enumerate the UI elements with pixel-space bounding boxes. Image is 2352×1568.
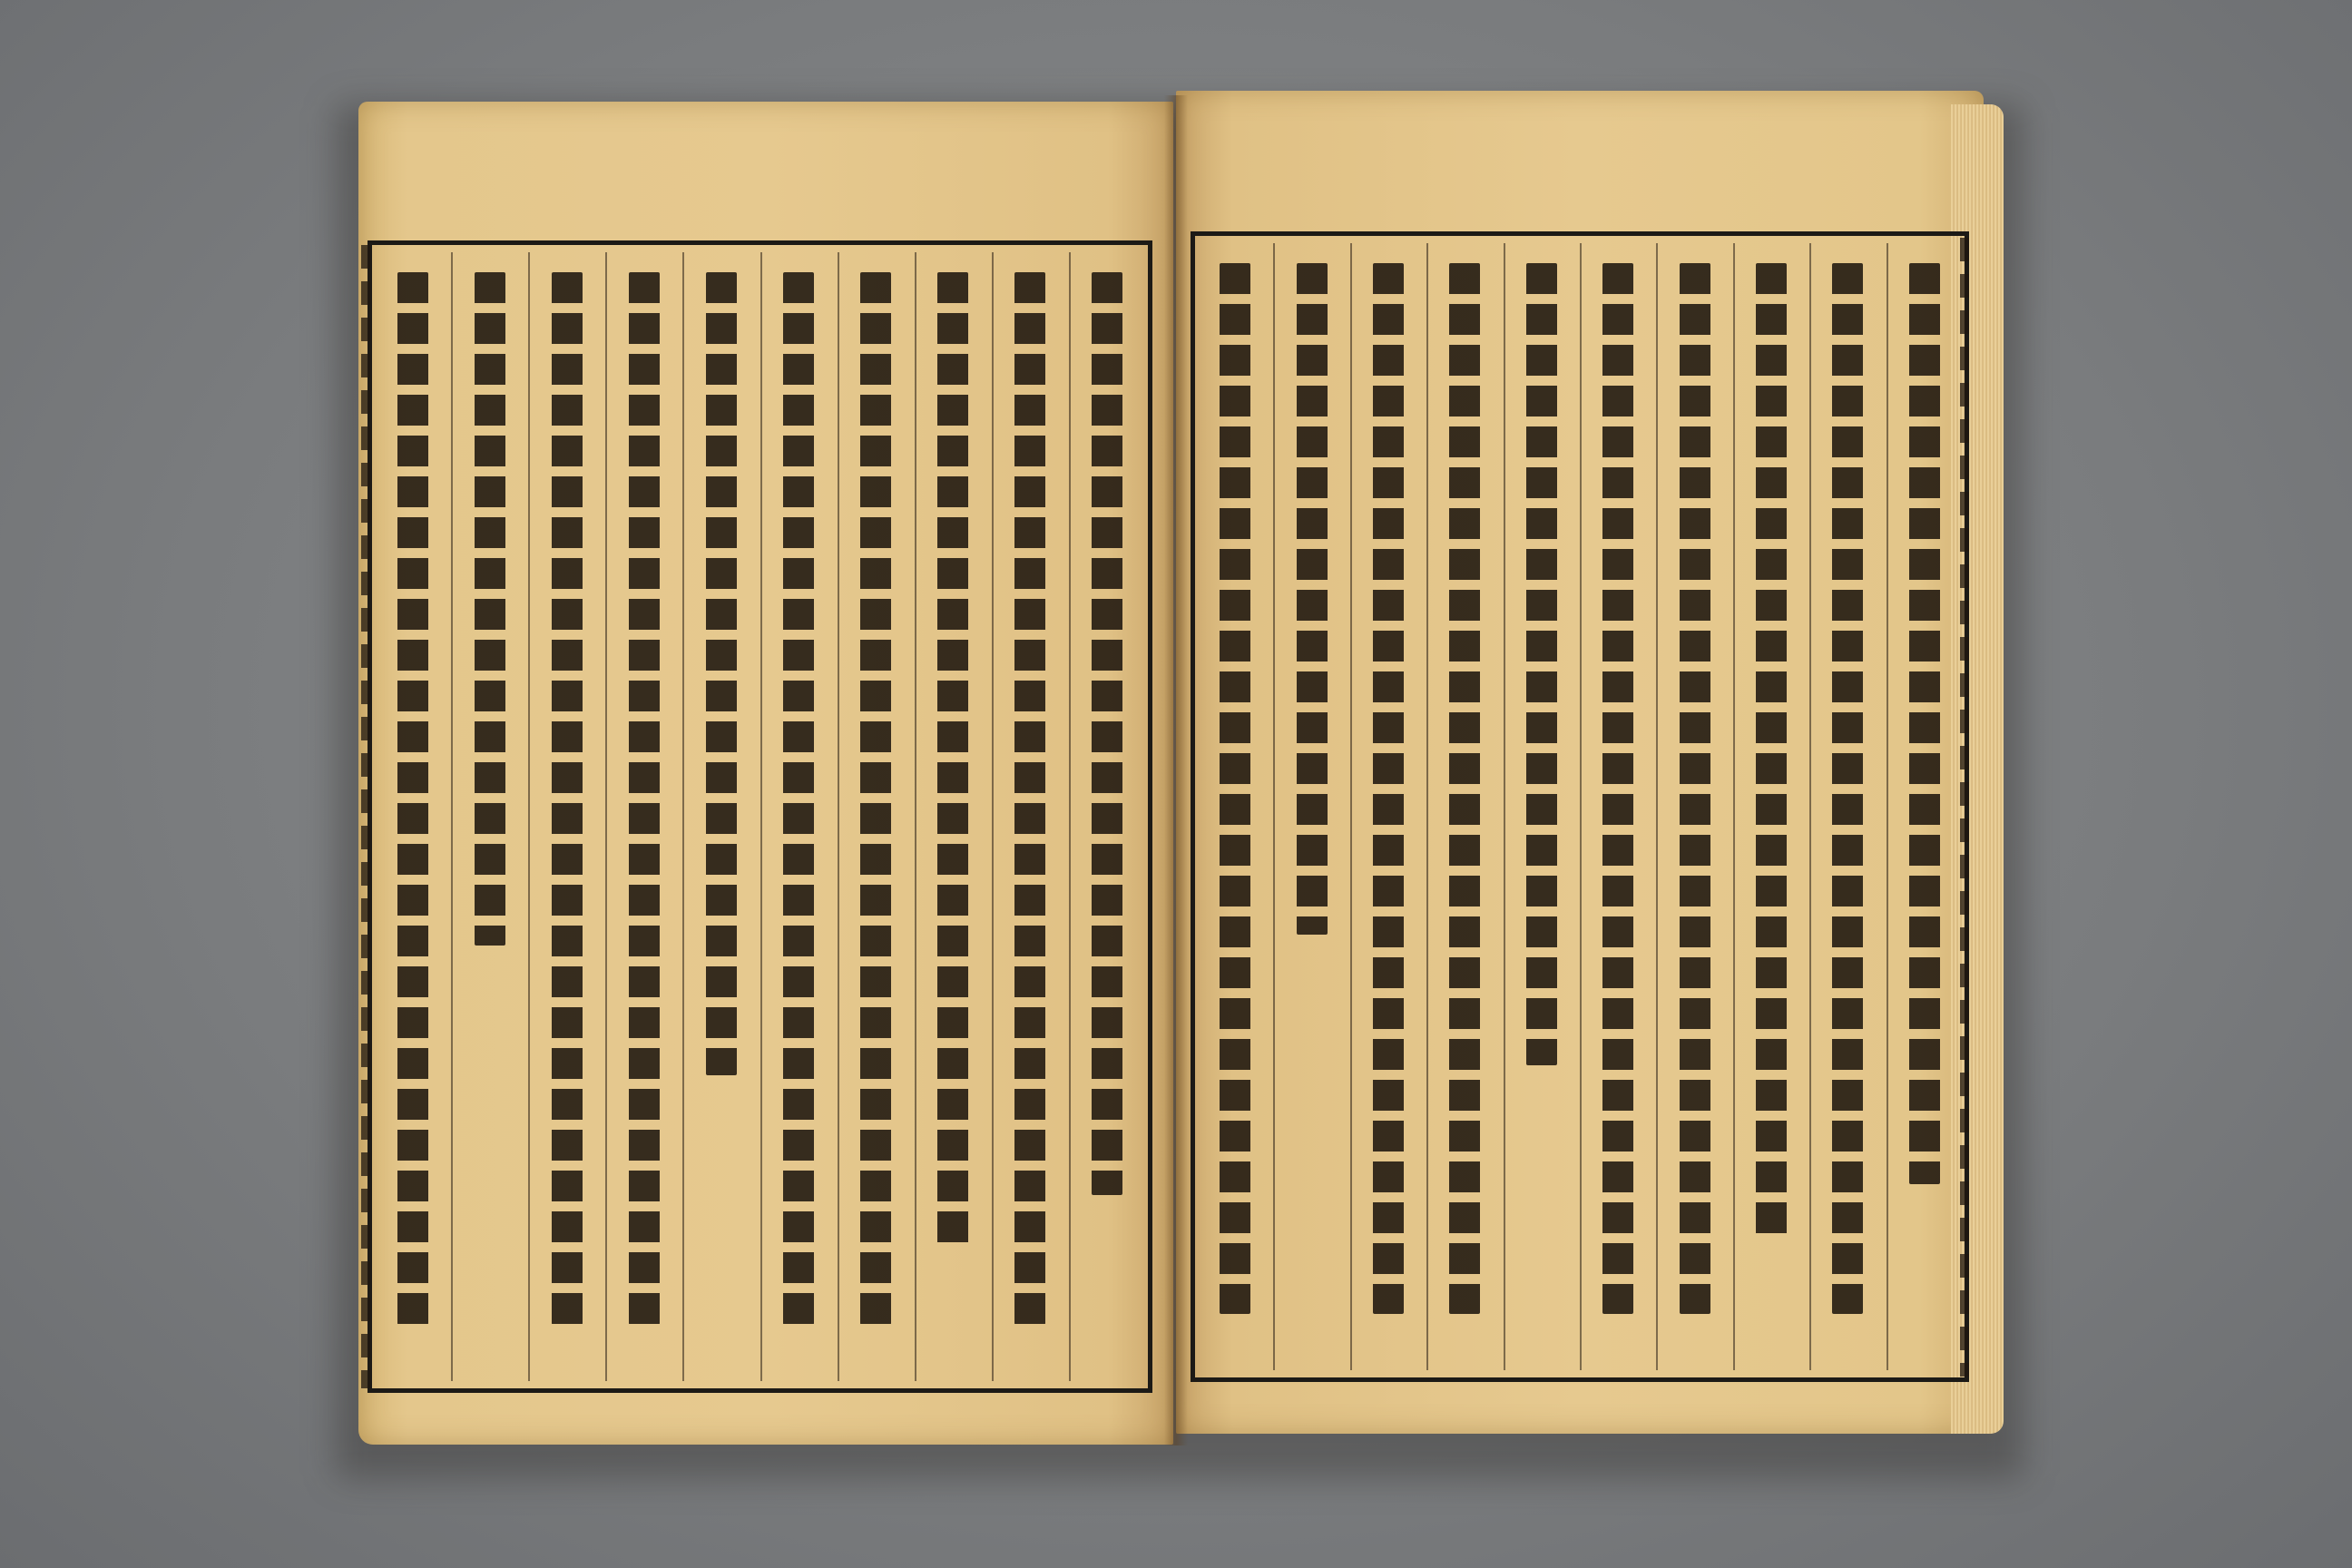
right-text-column bbox=[1602, 263, 1633, 1314]
left-column-rule bbox=[1069, 252, 1071, 1381]
left-column-rule bbox=[915, 252, 916, 1381]
right-text-column bbox=[1680, 263, 1710, 1314]
right-column-rule bbox=[1504, 243, 1505, 1370]
right-text-column bbox=[1373, 263, 1404, 1314]
left-column-rule bbox=[992, 252, 994, 1381]
left-column-rule bbox=[451, 252, 453, 1381]
right-column-rule bbox=[1426, 243, 1428, 1370]
left-column-rule bbox=[528, 252, 530, 1381]
right-column-rule bbox=[1656, 243, 1658, 1370]
left-text-column bbox=[706, 272, 737, 1075]
left-text-column bbox=[1092, 272, 1122, 1195]
left-text-column bbox=[629, 272, 660, 1325]
right-fold-mark bbox=[1960, 238, 1969, 1377]
left-text-column bbox=[552, 272, 583, 1325]
book-gutter bbox=[1164, 95, 1188, 1446]
left-column-rule bbox=[682, 252, 684, 1381]
right-column-rule bbox=[1809, 243, 1811, 1370]
left-column-rule bbox=[605, 252, 607, 1381]
right-text-column bbox=[1909, 263, 1940, 1184]
right-text-column bbox=[1220, 263, 1250, 1314]
right-text-column bbox=[1756, 263, 1787, 1239]
left-text-column bbox=[475, 272, 505, 946]
right-column-rule bbox=[1733, 243, 1735, 1370]
right-column-rule bbox=[1886, 243, 1888, 1370]
left-fold-mark bbox=[361, 245, 370, 1388]
right-text-column bbox=[1297, 263, 1328, 935]
right-column-rule bbox=[1580, 243, 1582, 1370]
right-text-column bbox=[1449, 263, 1480, 1314]
left-text-column bbox=[860, 272, 891, 1325]
right-column-rule bbox=[1273, 243, 1275, 1370]
left-text-column bbox=[783, 272, 814, 1325]
left-text-column bbox=[1014, 272, 1045, 1325]
right-column-rule bbox=[1350, 243, 1352, 1370]
left-column-rule bbox=[838, 252, 839, 1381]
right-text-column bbox=[1832, 263, 1863, 1314]
left-text-column bbox=[397, 272, 428, 1325]
left-column-rule bbox=[760, 252, 762, 1381]
right-text-column bbox=[1526, 263, 1557, 1065]
left-text-column bbox=[937, 272, 968, 1249]
